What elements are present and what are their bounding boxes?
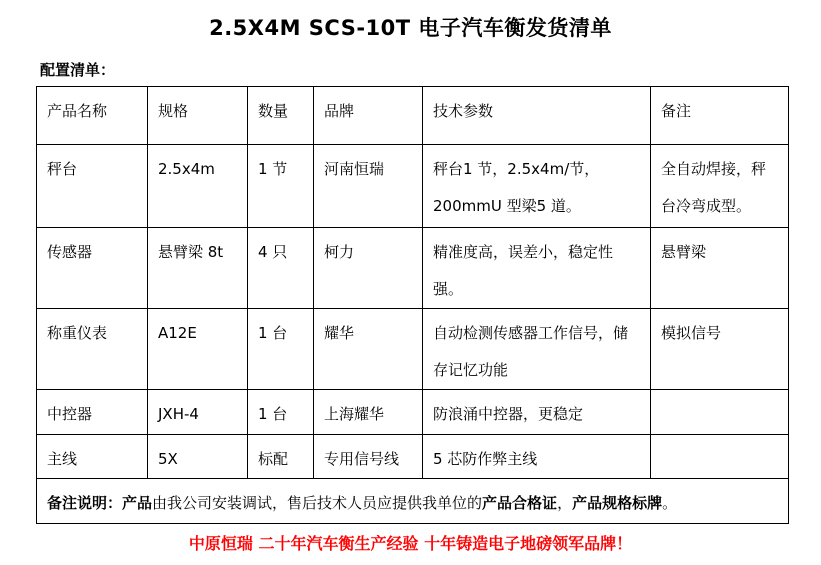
cell-qty: 1 节 (248, 145, 314, 228)
table-row (37, 390, 789, 435)
cell-note (651, 390, 789, 435)
cell-tech-params: 精准度高，误差小，稳定性强。 (423, 228, 651, 309)
cell-note: 悬臂梁 (651, 228, 789, 309)
cell-qty: 1 台 (248, 309, 314, 390)
cell-brand: 柯力 (314, 228, 423, 309)
cell-brand: 河南恒瑞 (314, 145, 423, 228)
header-tech-params: 技术参数 (423, 87, 651, 145)
footer-remark-text: 由我公司安装调试，售后技术人员应提供我单位的 (152, 494, 483, 512)
cell-brand: 上海耀华 (314, 390, 423, 435)
cell-product-name: 称重仪表 (37, 309, 148, 390)
spec-table (36, 86, 789, 524)
cell-spec: 悬臂梁 8t (148, 228, 248, 309)
cell-product-name: 传感器 (37, 228, 148, 309)
table-footer-row (37, 479, 789, 524)
footer-remark-text: ， (557, 494, 573, 512)
cell-product-name: 秤台 (37, 145, 148, 228)
brand-slogan: 中原恒瑞 二十年汽车衡生产经验 十年铸造电子地磅领军品牌！ (188, 534, 633, 553)
cell-note: 模拟信号 (651, 309, 789, 390)
footer-remark-text: 。 (662, 494, 678, 512)
cell-qty: 4 只 (248, 228, 314, 309)
footer-remark-text: 产品规格标牌 (572, 494, 663, 512)
section-label-config-list: 配置清单： (40, 61, 116, 79)
cell-tech-params: 自动检测传感器工作信号，储存记忆功能 (423, 309, 651, 390)
footer-remark-text: 产品 (122, 494, 153, 512)
cell-brand: 专用信号线 (314, 435, 423, 479)
cell-spec: 5X (148, 435, 248, 479)
footer-remark-label: 备注说明： (47, 494, 123, 512)
table-row (37, 309, 789, 390)
cell-note (651, 435, 789, 479)
cell-qty: 标配 (248, 435, 314, 479)
header-note: 备注 (651, 87, 789, 145)
cell-brand: 耀华 (314, 309, 423, 390)
table-header-row (37, 87, 789, 145)
table-row (37, 228, 789, 309)
page-title: 2.5X4M SCS-10T 电子汽车衡发货清单 (209, 16, 612, 40)
cell-note: 全自动焊接，秤台冷弯成型。 (651, 145, 789, 228)
table-row (37, 435, 789, 479)
header-brand: 品牌 (314, 87, 423, 145)
cell-tech-params: 秤台1 节，2.5x4m/节，200mmU 型梁5 道。 (423, 145, 651, 228)
cell-product-name: 主线 (37, 435, 148, 479)
cell-spec: 2.5x4m (148, 145, 248, 228)
header-spec: 规格 (148, 87, 248, 145)
cell-tech-params: 5 芯防作弊主线 (423, 435, 651, 479)
cell-qty: 1 台 (248, 390, 314, 435)
header-product-name: 产品名称 (37, 87, 148, 145)
cell-product-name: 中控器 (37, 390, 148, 435)
cell-spec: A12E (148, 309, 248, 390)
cell-tech-params: 防浪涌中控器，更稳定 (423, 390, 651, 435)
table-row (37, 145, 789, 228)
cell-spec: JXH-4 (148, 390, 248, 435)
footer-remark-cell (37, 479, 789, 524)
footer-remark-text: 产品合格证 (482, 494, 558, 512)
header-qty: 数量 (248, 87, 314, 145)
